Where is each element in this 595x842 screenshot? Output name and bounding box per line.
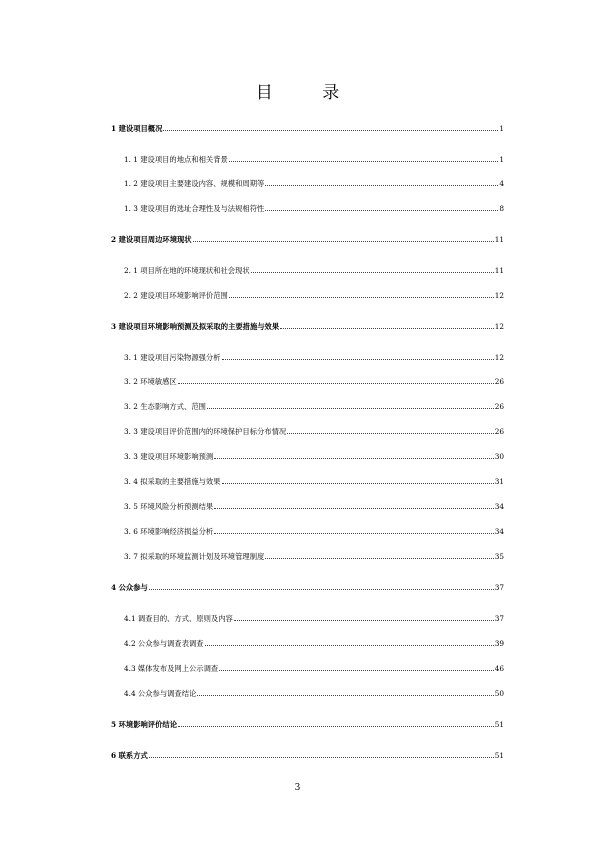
- toc-entry-page: 34: [494, 527, 504, 536]
- toc-entry-label: 2. 2 建设项目环境影响评价范围: [124, 291, 228, 300]
- toc-entry-page: 8: [499, 204, 504, 213]
- toc-entry-page: 46: [494, 664, 504, 673]
- toc-entry-label: 2. 1 项目所在地的环境现状和社会现状: [124, 266, 250, 275]
- toc-entry[interactable]: [124, 661, 504, 673]
- toc-entry-page: 1: [499, 124, 504, 133]
- toc-title: 目 录: [255, 83, 362, 103]
- toc-leader: [197, 694, 493, 696]
- toc-entry-label: 3. 6 环境影响经济损益分析: [124, 527, 214, 536]
- toc-leader: [207, 407, 494, 409]
- toc-entry-page: 12: [494, 353, 504, 362]
- toc-entry-label: 4 公众参与: [111, 583, 148, 592]
- toc-leader: [193, 240, 494, 242]
- toc-entry-page: 26: [494, 377, 504, 386]
- toc-entry[interactable]: [111, 232, 504, 244]
- toc-entry-label: 3. 4 拟采取的主要措施与效果: [124, 477, 221, 486]
- toc-leader: [287, 432, 494, 434]
- toc-entry-label: 1. 1 建设项目的地点和相关背景: [124, 155, 228, 164]
- toc-entry-page: 11: [494, 266, 504, 275]
- toc-entry-label: 3. 5 环境风险分析预测结果: [124, 502, 214, 511]
- toc-entry-label: 3. 3 建设项目环境影响预测: [124, 452, 214, 461]
- toc-entry-label: 3. 1 建设项目污染物源强分析: [124, 353, 221, 362]
- toc-entry-page: 26: [494, 427, 504, 436]
- toc-leader: [222, 482, 494, 484]
- toc-leader: [149, 756, 494, 758]
- toc-leader: [229, 296, 494, 298]
- toc-entry-page: 31: [494, 477, 504, 486]
- toc-leader: [222, 358, 494, 360]
- toc-entry-label: 3. 2 生态影响方式、范围: [124, 402, 206, 411]
- toc-leader: [229, 160, 499, 162]
- toc-entry-page: 37: [494, 614, 504, 623]
- toc-entry-label: 1. 2 建设项目主要建设内容、规模和周期等: [124, 179, 265, 188]
- toc-entry-page: 4: [499, 179, 504, 188]
- toc-entry-page: 50: [494, 689, 504, 698]
- toc-entry-label: 3. 2 环境敏感区: [124, 377, 177, 386]
- toc-entry-page: 51: [494, 751, 504, 760]
- toc-leader: [219, 669, 494, 671]
- toc-leader: [280, 327, 494, 329]
- toc-entry-page: 51: [494, 720, 504, 729]
- toc-entry[interactable]: [124, 424, 504, 436]
- toc-leader: [178, 382, 494, 384]
- toc-entry[interactable]: [124, 636, 504, 648]
- toc-entry[interactable]: [124, 263, 504, 275]
- toc-entry[interactable]: [111, 717, 504, 729]
- toc-entry-page: 37: [494, 583, 504, 592]
- toc-entry[interactable]: [124, 611, 504, 623]
- toc-leader: [149, 588, 494, 590]
- toc-leader: [163, 129, 498, 131]
- toc-entry-label: 5 环境影响评价结论: [111, 720, 177, 729]
- toc-entry[interactable]: [124, 499, 504, 511]
- toc-entry[interactable]: [124, 374, 504, 386]
- toc-entry[interactable]: [124, 686, 504, 698]
- toc-entry[interactable]: [111, 121, 504, 133]
- toc-leader: [214, 532, 493, 534]
- toc-entry-page: 11: [494, 235, 504, 244]
- page-number: 3: [294, 783, 301, 793]
- toc-entry[interactable]: [124, 524, 504, 536]
- toc-leader: [265, 184, 498, 186]
- toc-entry[interactable]: [124, 549, 504, 561]
- toc-entry[interactable]: [124, 449, 504, 461]
- toc-leader: [214, 457, 493, 459]
- toc-entry-page: 39: [494, 639, 504, 648]
- toc-entry-page: 12: [494, 291, 504, 300]
- toc-entry[interactable]: [111, 748, 504, 760]
- toc-entry[interactable]: [124, 474, 504, 486]
- toc-leader: [178, 725, 494, 727]
- toc-entry-page: 34: [494, 502, 504, 511]
- toc-entry[interactable]: [124, 288, 504, 300]
- toc-entry[interactable]: [124, 176, 504, 188]
- toc-entry-page: 12: [494, 322, 504, 331]
- toc-leader: [265, 209, 498, 211]
- toc-entry-page: 26: [494, 402, 504, 411]
- toc-entry-label: 3. 7 拟采取的环境监测计划及环境管理制度: [124, 552, 265, 561]
- toc-entry-label: 4.3 媒体发布及网上公示调查: [124, 664, 219, 673]
- toc-entry-label: 3 建设项目环境影响预测及拟采取的主要措施与效果: [111, 322, 280, 331]
- toc-leader: [265, 557, 493, 559]
- toc-entry-label: 6 联系方式: [111, 751, 148, 760]
- toc-leader: [234, 619, 494, 621]
- toc-entry-label: 4.1 调查目的、方式、原则及内容: [124, 614, 233, 623]
- toc-entry[interactable]: [124, 350, 504, 362]
- toc-entry[interactable]: [111, 580, 504, 592]
- toc-entry-label: 3. 3 建设项目评价范围内的环境保护目标分布情况: [124, 427, 287, 436]
- toc-entry-page: 1: [499, 155, 504, 164]
- toc-leader: [251, 271, 494, 273]
- toc-leader: [205, 644, 494, 646]
- toc-entry-label: 1 建设项目概况: [111, 124, 163, 133]
- toc-entry[interactable]: [124, 152, 504, 164]
- toc-entry-page: 35: [494, 552, 504, 561]
- toc-leader: [214, 507, 493, 509]
- toc-entry-label: 4.2 公众参与调查表调查: [124, 639, 204, 648]
- toc-entry[interactable]: [124, 399, 504, 411]
- toc-entry[interactable]: [124, 201, 504, 213]
- toc-entry-label: 4.4 公众参与调查结论: [124, 689, 197, 698]
- toc-entry-label: 2 建设项目周边环境现状: [111, 235, 192, 244]
- toc-entry-label: 1. 3 建设项目的选址合理性及与法规相符性: [124, 204, 265, 213]
- toc-entry-page: 30: [494, 452, 504, 461]
- toc-entry[interactable]: [111, 319, 504, 331]
